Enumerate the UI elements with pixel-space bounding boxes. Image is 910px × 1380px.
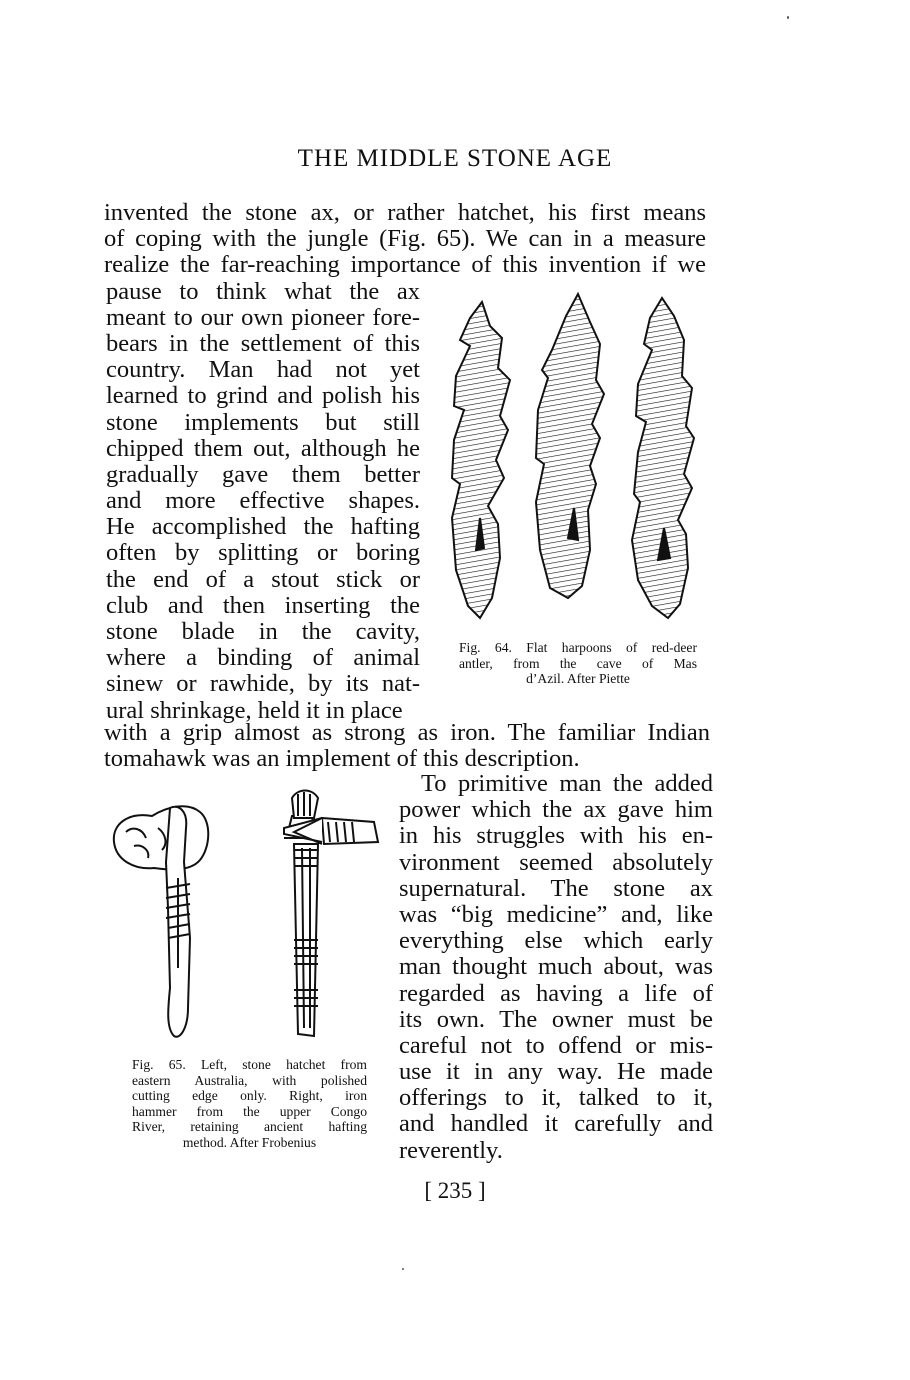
scan-speck (402, 1268, 404, 1270)
text-line: and handled it carefully and (399, 1110, 713, 1138)
stone-hatchet (114, 806, 208, 1037)
text-line: tomahawk was an implement of this description. (104, 745, 580, 773)
fig64-caption (459, 640, 697, 687)
fig65-hatchet-hammer-illustration (108, 788, 388, 1048)
text-line: of coping with the jungle (Fig. 65). We can in a measure (104, 225, 706, 253)
text-line: everything else which early (399, 927, 713, 955)
text-line: was “big medicine” and, like (399, 900, 713, 928)
fig65-caption (132, 1057, 367, 1151)
caption-line: Fig. 65. Left, stone hatchet from (132, 1057, 367, 1072)
caption-line: hammer from the upper Congo (132, 1103, 367, 1119)
body-middle-block (104, 720, 710, 772)
running-head-title: THE MIDDLE STONE AGE (297, 145, 613, 172)
caption-line: eastern Australia, with polished (132, 1072, 367, 1088)
text-line: meant to our own pioneer fore- (106, 303, 420, 331)
caption-line: River, retaining ancient hafting (132, 1119, 367, 1135)
text-line: power which the ax gave him (399, 796, 713, 824)
text-line: learned to grind and polish his (106, 382, 420, 410)
text-line: where a binding of animal (106, 644, 420, 672)
text-line: regarded as having a life of (399, 979, 713, 1007)
text-line: stone implements but still (106, 408, 420, 436)
caption-line: antler, from the cave of Mas (459, 655, 697, 671)
text-line: offerings to it, talked to it, (399, 1084, 713, 1112)
caption-line: method. After Frobenius (182, 1134, 317, 1150)
text-line: stone blade in the cavity, (106, 618, 420, 646)
text-line: He accomplished the hafting (106, 513, 420, 541)
text-line: man thought much about, was (399, 953, 713, 981)
text-line: pause to think what the ax (106, 277, 420, 305)
caption-line: d’Azil. After Piette (526, 671, 630, 687)
text-line: chipped them out, although he (106, 434, 420, 462)
text-line: careful not to offend or mis- (399, 1031, 713, 1059)
text-line: often by splitting or boring (106, 539, 420, 567)
body-right-column (399, 771, 713, 1164)
harpoon-middle (536, 294, 604, 598)
text-line: in his struggles with his en- (399, 822, 713, 850)
text-line: To primitive man the added (421, 770, 713, 797)
text-line: sinew or rawhide, by its nat- (106, 670, 420, 698)
harpoon-left (452, 302, 510, 618)
body-top-block (104, 200, 706, 279)
text-line: supernatural. The stone ax (399, 874, 713, 902)
fig64-harpoons-illustration (440, 288, 720, 628)
text-line: and more effective shapes. (106, 487, 420, 515)
text-line: invented the stone ax, or rather hatchet, his first means (104, 199, 706, 226)
text-line: the end of a stout stick or (106, 565, 420, 593)
text-line: use it in any way. He made (399, 1058, 713, 1086)
text-line: realize the far-reaching importance of this invention if we (104, 251, 706, 279)
text-line: with a grip almost as strong as iron. The familiar Indian (104, 719, 710, 746)
scan-speck (787, 16, 789, 19)
text-line: club and then inserting the (106, 591, 420, 619)
text-line: ural shrinkage, held it in place (106, 696, 403, 724)
text-line: gradually gave them better (106, 460, 420, 488)
text-line: bears in the settlement of this (106, 329, 420, 357)
iron-hammer (284, 791, 378, 1037)
harpoon-right (632, 298, 694, 618)
text-line: country. Man had not yet (106, 356, 420, 384)
caption-line: Fig. 64. Flat harpoons of red-deer (459, 640, 697, 655)
caption-line: cutting edge only. Right, iron (132, 1088, 367, 1104)
text-line: reverently. (399, 1136, 503, 1164)
page-number: [ 235 ] (424, 1178, 486, 1203)
body-left-column (106, 279, 420, 724)
text-line: its own. The owner must be (399, 1005, 713, 1033)
text-line: vironment seemed absolutely (399, 848, 713, 876)
